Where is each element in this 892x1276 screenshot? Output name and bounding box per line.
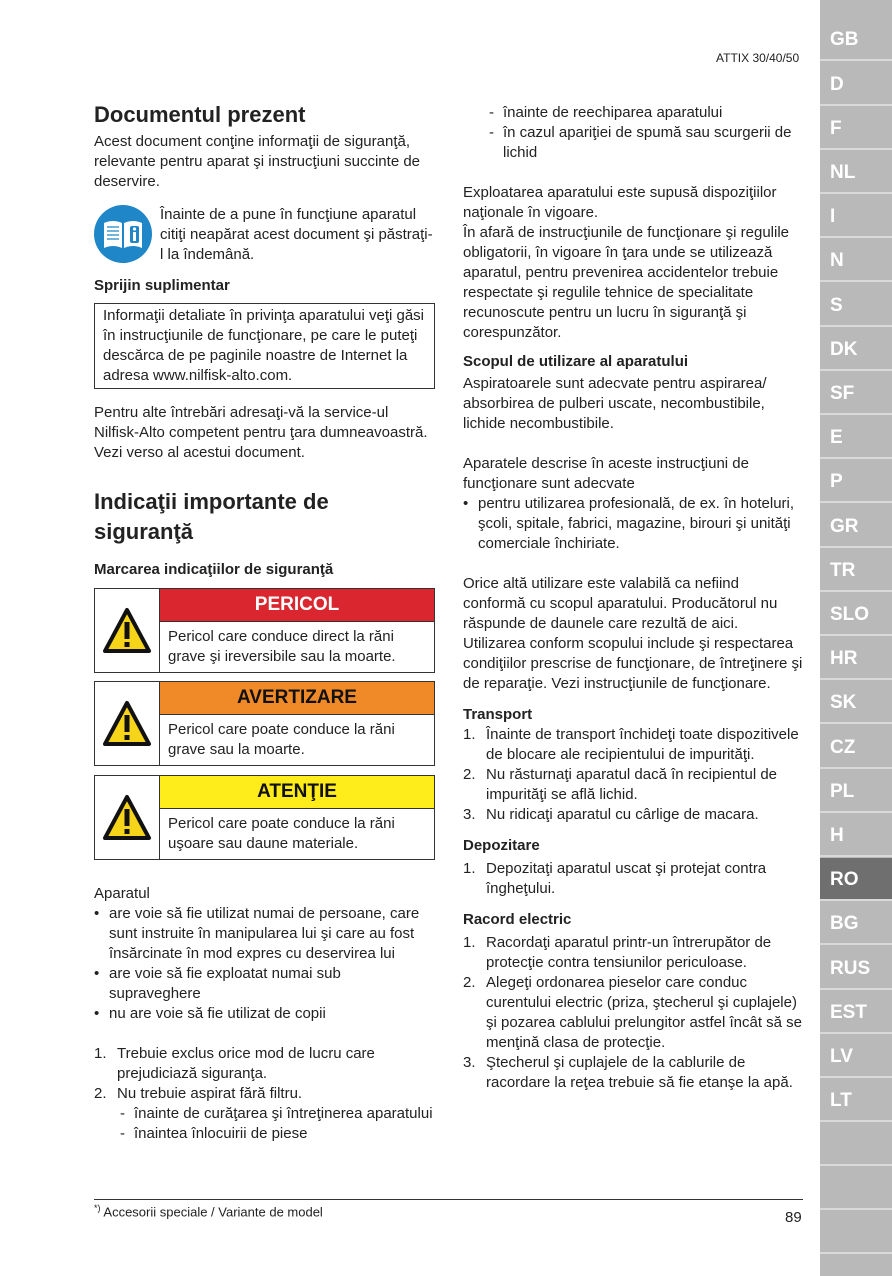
warning-triangle-icon	[95, 682, 160, 765]
warning-triangle-icon	[95, 589, 160, 672]
electric-list	[463, 933, 803, 1093]
purpose-title: Scopul de utilizare al aparatului	[463, 353, 689, 370]
left-column	[94, 101, 435, 1144]
warning-triangle-icon	[95, 776, 160, 859]
other-use-text: Orice altă utilizare este valabilă ca nefiind conformă cu scopul aparatului. Producătorul nu răspunde de daunele care rezultă de aici. Utilizarea conform scopului include şi respectarea condiţiilor prescrise de funcţionare, de întreţinere şi de reparaţie. Vezi instrucţiunile de funcţionare.	[463, 575, 803, 692]
language-tab-i[interactable]: I	[820, 195, 892, 238]
caution-label: ATENŢIE	[160, 776, 434, 809]
language-tab-tr[interactable]: TR	[820, 549, 892, 592]
right-column	[463, 103, 803, 1093]
language-tab-cz[interactable]: CZ	[820, 726, 892, 769]
language-tab-dk[interactable]: DK	[820, 328, 892, 371]
marking-title: Marcarea indicaţiilor de siguranţă	[94, 561, 334, 578]
language-tab-h[interactable]: H	[820, 814, 892, 857]
language-tab-lv[interactable]: LV	[820, 1035, 892, 1078]
footnote: *) Accesorii speciale / Variante de model	[94, 1203, 323, 1220]
document-title: Documentul prezent	[94, 102, 306, 127]
language-tab-sk[interactable]: SK	[820, 681, 892, 724]
caution-text: Pericol care poate conduce la răni uşoare sau daune materiale.	[168, 815, 395, 852]
language-tab-sf[interactable]: SF	[820, 372, 892, 415]
safety-rules	[94, 1044, 435, 1104]
warning-box	[94, 681, 435, 766]
caution-box	[94, 775, 435, 860]
transport-list	[463, 725, 803, 825]
language-tab-pl[interactable]: PL	[820, 770, 892, 813]
danger-text: Pericol care conduce direct la răni grave şi ireversibile sau la moarte.	[168, 628, 396, 665]
list-item: • are voie să fie utilizat numai de persoane, care sunt instruite în manipularea lui şi care au fost însărcinate în mod expres cu deservirea lui	[94, 904, 435, 964]
dashes-continued	[463, 103, 803, 163]
devices-bullets	[463, 494, 803, 554]
support-title: Sprijin suplimentar	[94, 277, 230, 294]
read-manual-icon	[94, 205, 152, 263]
model-name: ATTIX 30/40/50	[716, 51, 800, 65]
language-tab-empty	[820, 1123, 892, 1166]
language-tab-slo[interactable]: SLO	[820, 593, 892, 636]
list-item: - în cazul apariţiei de spumă sau scurgerii de lichid	[489, 123, 803, 163]
language-tab-empty	[820, 1167, 892, 1210]
language-tab-empty	[820, 1211, 892, 1254]
language-tab-n[interactable]: N	[820, 239, 892, 282]
danger-box	[94, 588, 435, 673]
device-intro: Aparatul	[94, 885, 150, 902]
read-manual-text: Înainte de a pune în funcţiune aparatul citiţi neapărat acest document şi păstraţi-l la îndemână.	[160, 206, 433, 263]
storage-list	[463, 859, 803, 899]
list-item: - înainte de reechiparea aparatului	[489, 103, 803, 123]
page-number: 89	[785, 1209, 802, 1226]
language-tab-f[interactable]: F	[820, 107, 892, 150]
language-sidebar	[820, 0, 892, 1276]
safety-title: Indicaţii importante de siguranţă	[94, 489, 329, 544]
storage-title: Depozitare	[463, 837, 540, 854]
support-box: Informaţii detaliate în privinţa aparatului veţi găsi în instrucţiunile de funcţionare, pe care le puteţi descărca de pe paginile noastre de Internet la adresa www.nilfisk-alto.com.	[94, 303, 435, 389]
list-item: 3. Nu ridicaţi aparatul cu cârlige de macara.	[463, 806, 759, 823]
list-item: - înainte de curăţarea şi întreţinerea aparatului	[120, 1104, 435, 1124]
read-manual-note	[94, 205, 435, 265]
list-item: • pentru utilizarea profesională, de ex. în hoteluri, şcoli, spitale, fabrici, magazine, birouri şi unităţi comerciale închiriate.	[463, 494, 803, 554]
list-item: 1. Trebuie exclus orice mod de lucru care prejudiciază siguranţa.	[94, 1045, 375, 1082]
language-tab-e[interactable]: E	[820, 416, 892, 459]
list-item: 2. Nu răsturnaţi aparatul dacă în recipientul de impurităţi se află lichid.	[463, 766, 778, 803]
language-tab-nl[interactable]: NL	[820, 151, 892, 194]
list-item: 1. Depozitaţi aparatul uscat şi protejat contra îngheţului.	[463, 860, 767, 897]
language-tab-gb[interactable]: GB	[820, 18, 892, 61]
language-tab-est[interactable]: EST	[820, 991, 892, 1034]
rule2-dashes	[94, 1104, 435, 1144]
language-tab-hr[interactable]: HR	[820, 637, 892, 680]
language-tab-gr[interactable]: GR	[820, 505, 892, 548]
operation-text: Exploatarea aparatului este supusă dispoziţiilor naţionale în vigoare. În afară de instrucţiunile de funcţionare şi regulile obligatorii, în vigoare în ţara unde se utilizează aparatul, pentru prevenirea accidentelor trebuie respectate şi regulile tehnice de specialitate recunoscute pentru un lucru în siguranţă şi corespunzător.	[463, 184, 790, 341]
language-tab-d[interactable]: D	[820, 63, 892, 106]
document-intro: Acest document conţine informaţii de siguranţă, relevante pentru aparat şi instrucţiuni succinte de deservire.	[94, 133, 421, 190]
electric-title: Racord electric	[463, 911, 572, 928]
footer-rule	[94, 1199, 803, 1200]
warning-text: Pericol care poate conduce la răni grave sau la moarte.	[168, 721, 395, 758]
language-tab-bg[interactable]: BG	[820, 902, 892, 945]
list-item: 2. Nu trebuie aspirat fără filtru.	[94, 1085, 303, 1102]
purpose-text: Aspiratoarele sunt adecvate pentru aspirarea/ absorbirea de pulberi uscate, necombustibile, lichide necombustibile.	[463, 375, 767, 432]
language-tab-ro[interactable]: RO	[820, 858, 892, 901]
warning-label: AVERTIZARE	[160, 682, 434, 715]
list-item: • nu are voie să fie utilizat de copii	[94, 1004, 435, 1024]
list-item: 1. Racordaţi aparatul printr-un întrerupător de protecţie contra tensiunilor periculoase.	[463, 934, 772, 971]
devices-text: Aparatele descrise în aceste instrucţiuni de funcţionare sunt adecvate	[463, 455, 749, 492]
list-item: 3. Ştecherul şi cuplajele de la cablurile de racordare la reţea trebuie să fie etanşe la apă.	[463, 1054, 793, 1091]
device-bullets	[94, 904, 435, 1024]
transport-title: Transport	[463, 706, 533, 723]
language-tab-p[interactable]: P	[820, 460, 892, 503]
language-tab-lt[interactable]: LT	[820, 1079, 892, 1122]
language-tab-s[interactable]: S	[820, 284, 892, 327]
list-item: • are voie să fie exploatat numai sub supraveghere	[94, 964, 435, 1004]
danger-label: PERICOL	[160, 589, 434, 622]
other-questions: Pentru alte întrebări adresaţi-vă la service-ul Nilfisk-Alto competent pentru ţara dumneavoastră. Vezi verso al acestui document.	[94, 404, 428, 461]
list-item: 2. Alegeţi ordonarea pieselor care conduc curentului electric (priza, ştecherul şi cuplajele) şi pozarea cablului prelungitor astfel încât să se menţină clasa de protecţie.	[463, 974, 803, 1051]
list-item: - înaintea înlocuirii de piese	[120, 1124, 435, 1144]
language-tab-rus[interactable]: RUS	[820, 947, 892, 990]
list-item: 1. Înainte de transport închideţi toate dispozitivele de blocare ale recipientului de impurităţi.	[463, 726, 799, 763]
